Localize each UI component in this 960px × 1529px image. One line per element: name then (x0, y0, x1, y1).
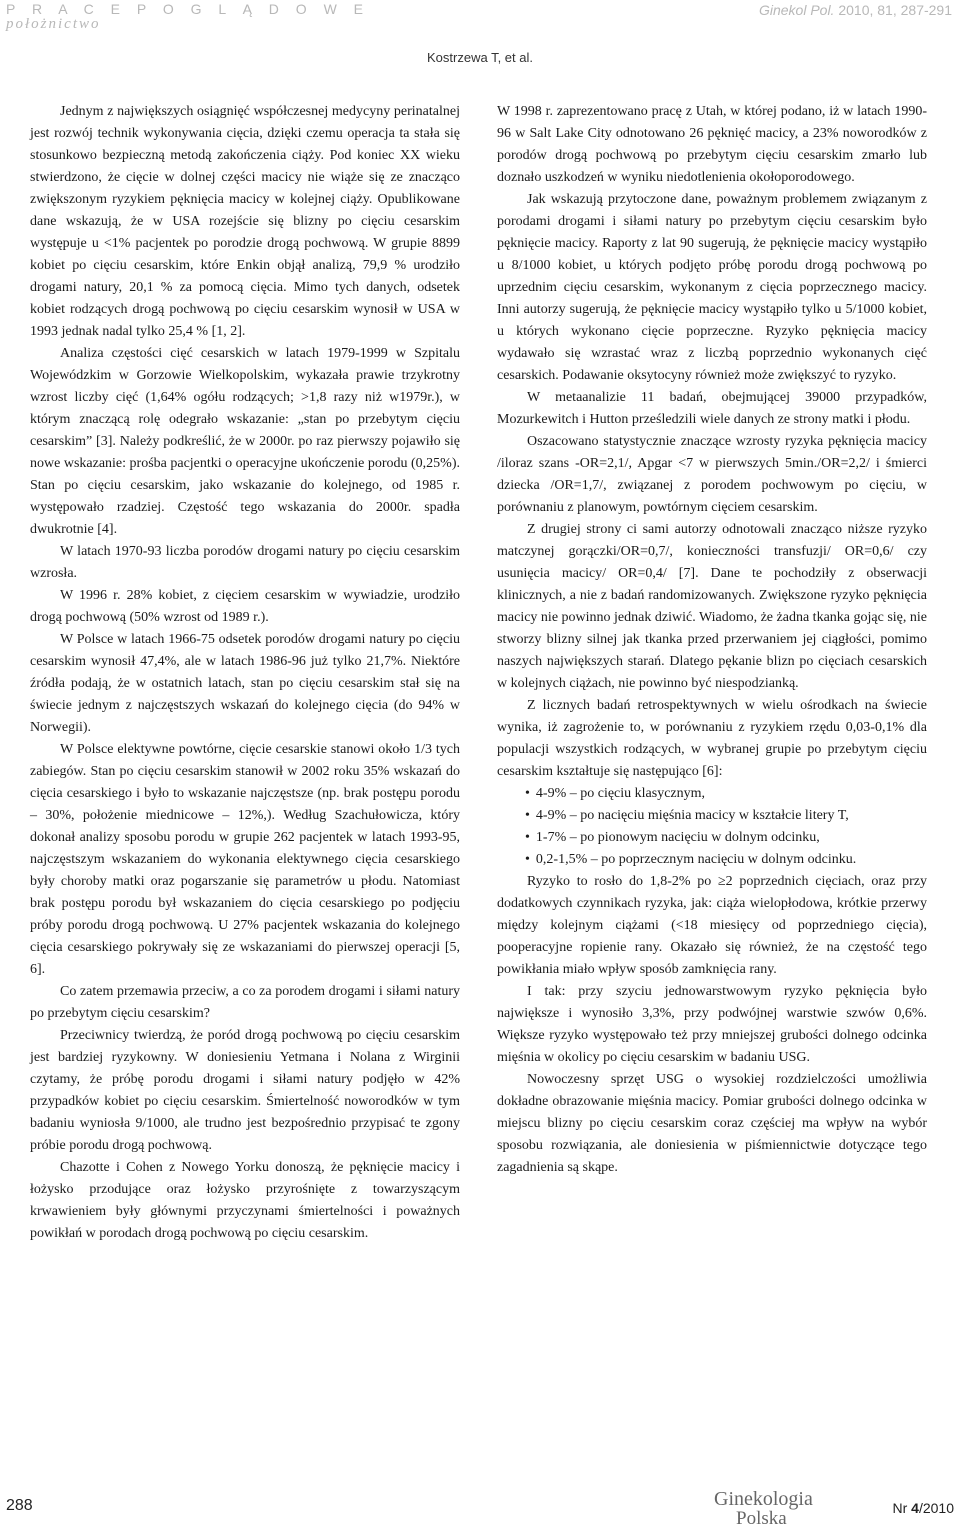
right-column (497, 101, 927, 1179)
paragraph: W Polsce elektywne powtórne, cięcie cesarskie stanowi około 1/3 tych zabiegów. Stan po cięciu cesarskim stanowił w 2002 roku 35% wskazań do cięcia cesarskiego i było to wskazanie najczęstsze (np. brak postępu porodu – 30%, położenie miednicowe – 12%,). Według Szachułowicza, który dokonał analizy sposobu porodu w grupie 262 pacjentek w latach 1993-95, najczęstszym wskazaniem do wykonania elektywnego cięcia cesarskiego były choroby matki oraz pogarszanie się parametrów u płodu. Natomiast brak postępu porodu był wskazaniem do cięcia cesarskiego po podjęciu próby porodu drogą pochwową. U 27% pacjentek wskazania do kolejnego cięcia cesarskiego pokrywały się ze wskazaniami do pierwszej operacji [5, 6]. (30, 742, 460, 977)
journal-name: Ginekol Pol. (758, 2, 835, 18)
logo-line-2: Polska (736, 1508, 787, 1529)
list-item: • 0,2-1,5% – po poprzecznym nacięciu w dolnym odcinku. (525, 849, 927, 871)
paragraph: W 1998 r. zaprezentowano pracę z Utah, w której podano, iż w latach 1990-96 w Salt Lake City odnotowano 26 pęknięć macicy, a 23% noworodków z porodów drogą pochwową po przebytym cięciu cesarskim zmarło lub doznało uszkodzeń w wyniku niedotlenienia okołoporodowego. (497, 104, 927, 185)
issue-year: /2010 (918, 1500, 954, 1516)
paragraph: W Polsce w latach 1966-75 odsetek porodów drogami natury po cięciu cesarskim wynosił 47,4%, ale w latach 1986-96 już tylko 21,7%. Niektóre źródła podają, że w ostatnich latach, stan po cięciu cesarskim stał się na świecie jednym z najczęstszych wskazań do kolejnego cięcia (do 94% w Norwegii). (30, 632, 460, 735)
subsection-label: położnictwo (6, 16, 101, 32)
paragraph: Nowoczesny sprzęt USG o wysokiej rozdzielczości umożliwia dokładne obrazowanie mięśnia macicy. Pomiar grubości dolnego odcinka w miejscu blizny po cięciu cesarskim coraz częściej ma wpływ na wybór sposobu rozwiązania, ale doniesienia w piśmiennictwie dotyczące tego zagadnienia są skąpe. (497, 1072, 927, 1175)
issue-number: 4 (911, 1500, 919, 1516)
paragraph: Co zatem przemawia przeciw, a co za porodem drogami i siłami natury po przebytym cięciu cesarskim? (30, 984, 460, 1021)
list-item: • 4-9% – po cięciu klasycznym, (525, 783, 927, 805)
paragraph: Chazotte i Cohen z Nowego Yorku donoszą, że pęknięcie macicy i łożysko przodujące oraz łożysko przyrośnięte z towarzyszącym krwawieniem były głównymi przyczynami śmiertelności i poważnych powikłań w porodach drogą pochwową po cięciu cesarskim. (30, 1160, 460, 1241)
section-label: P R A C E P O G L Ą D O W E (6, 1, 370, 17)
paragraph: Oszacowano statystycznie znaczące wzrosty ryzyka pęknięcia macicy /iloraz szans -OR=2,1/, Apgar <7 w pierwszych 5min./OR=2,2/ i śmierci dziecka /OR=1,7/, związanej z porodem pochwowym po cięciu, w porównaniu z planowym, powtórnym cięciem cesarskim. (497, 434, 927, 515)
issue-label (892, 1500, 954, 1516)
citation-text: 2010, 81, 287-291 (834, 2, 952, 18)
section-header (6, 2, 370, 32)
left-column (30, 101, 460, 1245)
paragraph: Jednym z największych osiągnięć współczesnej medycyny perinatalnej jest rozwój technik wykonywania cięcia, dzięki czemu operacja ta stała się stosunkowo bezpieczną metodą zakończenia ciąży. Pod koniec XX wieku stwierdzono, że cięcie w dolnej części macicy nie wiąże się ze znacząco zwiększonym ryzykiem pęknięcia macicy w kolejnej ciąży. Opublikowane dane wskazują, że w USA rozejście się blizny po cięciu cesarskim występuje u <1% pacjentek po porodzie drogą pochwową. W grupie 8899 kobiet po cięciu cesarskim, które Enkin objął analizą, 79,9 % urodziło drogami natury, 20,1 % za pomocą cięcia. Mimo tych danych, odsetek kobiet rodzących drogą pochwową po cięciu cesarskim wynosił w USA w 1993 jednak nadal tylko 25,4 % [1, 2]. (30, 104, 460, 339)
paragraph: W metaanalizie 11 badań, obejmującej 39000 przypadków, Mozurkewitch i Hutton prześledzili wiele danych ze strony matki i płodu. (497, 390, 927, 427)
paragraph: I tak: przy szyciu jednowarstwowym ryzyko pęknięcia było największe i wynosiło 3,3%, przy podwójnej warstwie szwów 0,6%. Większe ryzyko występowało też przy mniejszej grubości dolnego odcinka mięśnia w okolicy po cięciu cesarskim w badaniu USG. (497, 984, 927, 1065)
page-number: 288 (6, 1497, 33, 1514)
logo-line-1: Ginekologia (714, 1488, 813, 1510)
list-item: • 1-7% – po pionowym nacięciu w dolnym odcinku, (525, 827, 927, 849)
paragraph: Analiza częstości cięć cesarskich w latach 1979-1999 w Szpitalu Wojewódzkim w Gorzowie Wielkopolskim, wykazała prawie trzykrotny wzrost liczby cięć (1,64% ogółu rodzących; >1,8 razy niż w1979r.), w którym znaczącą rolę odegrało wskazanie: „stan po przebytym cięciu cesarskim” [3]. Należy podkreślić, że w 2000r. po raz pierwszy pojawiło się nowe wskazanie: prośba pacjentki o operacyjne ukończenie porodu (0,25%). Stan po cięciu cesarskim, jako wskazanie do kolejnego, od 1985 r. występowało rzadziej. Częstość tego wskazania do 2000r. spadła dwukrotnie [4]. (30, 346, 460, 537)
journal-citation (759, 2, 952, 18)
paragraph: W 1996 r. 28% kobiet, z cięciem cesarskim w wywiadzie, urodziło drogą pochwową (50% wzrost od 1989 r.). (30, 588, 460, 625)
list-item: • 4-9% – po nacięciu mięśnia macicy w kształcie litery T, (525, 805, 927, 827)
paragraph: W latach 1970-93 liczba porodów drogami natury po cięciu cesarskim wzrosła. (30, 544, 460, 581)
paragraph: Jak wskazują przytoczone dane, poważnym problemem związanym z porodami drogami i siłami natury po przebytym cięciu cesarskim było pęknięcie macicy. Raporty z lat 90 sugerują, że pęknięcie macicy wystąpiło u 8/1000 kobiet, u których podjęto próbę porodu drogą pochwową po uprzednim cięciu cesarskim, wykonanym z cięcia poprzecznego macicy. Inni autorzy sugerują, że pęknięcie macicy wystąpiło tylko u 5/1000 kobiet, u których wykonano cięcie poprzeczne. Ryzyko pęknięcia macicy wydawało się wzrastać wraz z liczbą poprzednio wykonanych cięć cesarskich. Podawanie oksytocyny również może zwiększyć to ryzyko. (497, 192, 927, 383)
paragraph: Przeciwnicy twierdzą, że poród drogą pochwową po cięciu cesarskim jest bardziej ryzykowny. W doniesieniu Yetmana i Nolana z Wirginii czytamy, że próbę porodu drogami i siłami natury podjęło w 42% przypadków kobiet po cięciu cesarskim. Śmiertelność noworodków w tym badaniu wyniosła 9/1000, ale trudno jest bezpośrednio przypisać te zgony próbie porodu drogą pochwową. (30, 1028, 460, 1153)
paragraph: Ryzyko to rosło do 1,8-2% po ≥2 poprzednich cięciach, oraz przy dodatkowych czynnikach ryzyka, jak: ciąża wielopłodowa, krótkie przerwy między kolejnym ciążami (<18 miesięcy od poprzedniego cięcia), pooperacyjne ropienie rany. Okazało się również, że na częstość tego powikłania miało wpływ sposób zamknięcia rany. (497, 874, 927, 977)
paragraph: Z drugiej strony ci sami autorzy odnotowali znacząco niższe ryzyko matczynej gorączki/OR=0,7/, konieczności transfuzji/ OR=0,6/ czy usunięcia macicy/ OR=0,4/ [7]. Dane te pochodziły z obserwacji klinicznych, a nie z badań randomizowanych. Zwiększone ryzyko pęknięcia macicy nie powinno jednak dziwić. Wiadomo, że żadna tkanka gojąc się, nie stworzy blizny silnej jak tkanka przed przerwaniem jej ciągłości, pomimo naszych największych starań. Dlatego pękanie blizn po cięciach cesarskich w kolejnych ciążach, nie powinno być niespodzianką. (497, 522, 927, 691)
issue-prefix: Nr (892, 1500, 912, 1516)
risk-list (497, 783, 927, 871)
running-author: Kostrzewa T, et al. (427, 50, 533, 65)
paragraph: Z licznych badań retrospektywnych w wielu ośrodkach na świecie wynika, iż zagrożenie to, w porównaniu z ryzykiem rzędu 0,03-0,1% dla populacji wszystkich rodzących, w wybranej grupie po przebytym cięciu cesarskim kształtuje się następująco [6]: (497, 698, 927, 779)
journal-logo (714, 1490, 813, 1528)
